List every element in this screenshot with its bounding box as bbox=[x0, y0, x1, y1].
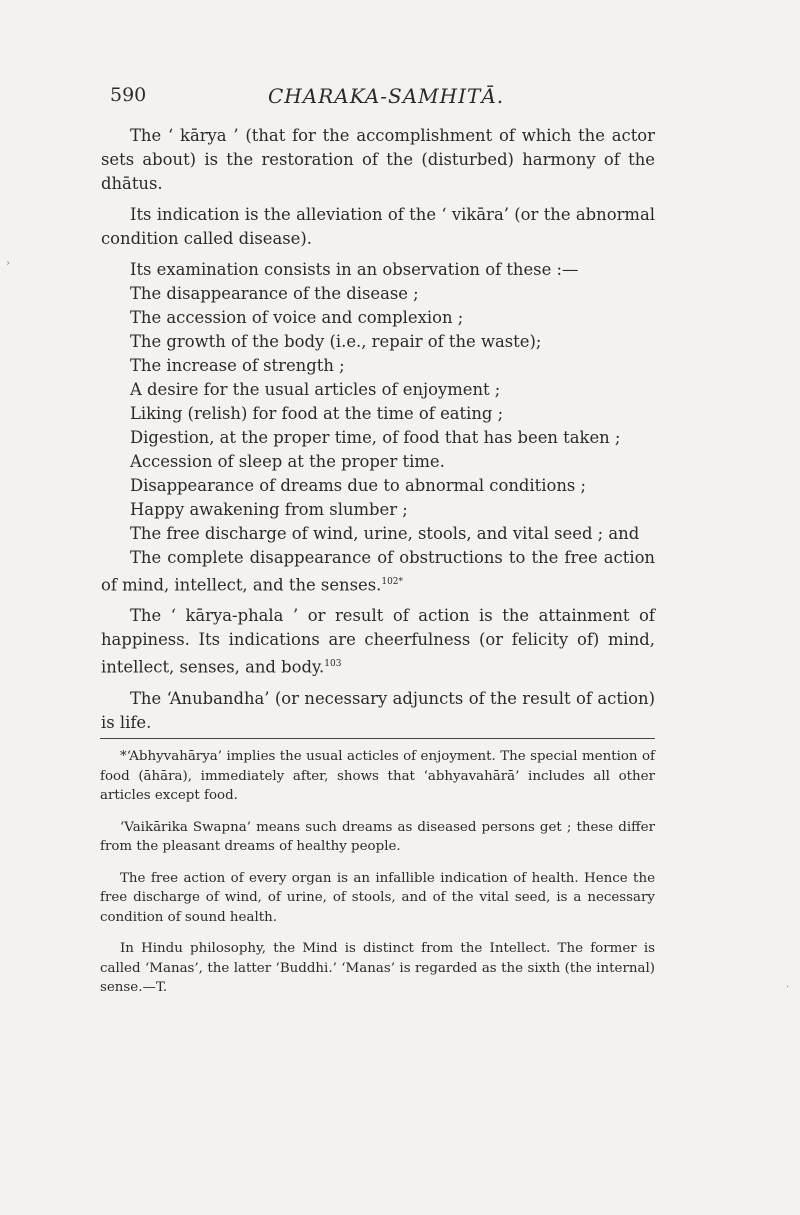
list-item: Happy awakening from slumber ; bbox=[130, 500, 408, 519]
paragraph-karya: The ‘ kārya ’ (that for the accomplishment of which the actor sets about) is the restoration of the (disturbed) harmony of the dhātus. bbox=[101, 126, 655, 193]
examination-intro: Its examination consists in an observation of these :— bbox=[130, 260, 579, 279]
list-item: A desire for the usual articles of enjoyment ; bbox=[130, 380, 501, 399]
main-text bbox=[101, 124, 655, 735]
margin-mark-right: · bbox=[786, 982, 790, 993]
running-title: CHARAKA-SAMHITĀ. bbox=[268, 84, 505, 108]
footnote-abhyavaharya: *‘Abhyvahārya’ implies the usual acticles of enjoyment. The special mention of food (āhāra), immediately after, shows that ‘abhyavahārā’ includes all other articles except food. bbox=[100, 749, 655, 803]
paragraph-phala bbox=[101, 604, 655, 679]
examination-last bbox=[101, 546, 655, 597]
list-item: Digestion, at the proper time, of food that has been taken ; bbox=[130, 428, 621, 447]
paragraph-indication: Its indication is the alleviation of the ‘ vikāra’ (or the abnormal condition called disease). bbox=[101, 205, 655, 248]
page-header bbox=[0, 84, 800, 110]
examination-list bbox=[101, 282, 655, 546]
footnotes bbox=[100, 747, 655, 1010]
list-item: Disappearance of dreams due to abnormal conditions ; bbox=[130, 476, 587, 495]
list-item: Liking (relish) for food at the time of eating ; bbox=[130, 404, 504, 423]
margin-mark-left: › bbox=[6, 258, 10, 269]
list-item: The accession of voice and complexion ; bbox=[130, 308, 464, 327]
footnote-ref-102: 102* bbox=[381, 577, 404, 587]
examination-last-text: The complete disappearance of obstructions to the free action of mind, intellect, and the senses. bbox=[101, 548, 655, 595]
footnote-rule bbox=[100, 738, 655, 739]
list-item: The disappearance of the disease ; bbox=[130, 284, 419, 303]
page-number: 590 bbox=[110, 84, 147, 106]
paragraph-phala-text: The ‘ kārya-phala ’ or result of action is the attainment of happiness. Its indications are cheerfulness (or felicity of) mind, intellect, senses, and body. bbox=[101, 606, 655, 677]
footnote-free-action: The free action of every organ is an infallible indication of health. Hence the free discharge of wind, of urine, of stools, and of the vital seed, is a necessary condition of sound health. bbox=[100, 870, 655, 925]
footnote-ref-103: 103 bbox=[324, 659, 342, 670]
footnote-manas: In Hindu philosophy, the Mind is distinct from the Intellect. The former is called ‘Manas’, the latter ‘Buddhi.’ ‘Manas’ is regarded as the sixth (the internal) sense.—T. bbox=[100, 941, 655, 995]
list-item: The free discharge of wind, urine, stools, and vital seed ; and bbox=[130, 524, 640, 543]
list-item: The increase of strength ; bbox=[130, 356, 345, 375]
list-item: Accession of sleep at the proper time. bbox=[130, 452, 445, 471]
paragraph-anubandha: The ‘Anubandha’ (or necessary adjuncts of the result of action) is life. bbox=[101, 688, 655, 732]
footnote-vaikarika: ‘Vaikārika Swapna’ means such dreams as diseased persons get ; these differ from the pleasant dreams of healthy people. bbox=[100, 819, 655, 854]
list-item: The growth of the body (i.e., repair of the waste); bbox=[130, 332, 542, 351]
